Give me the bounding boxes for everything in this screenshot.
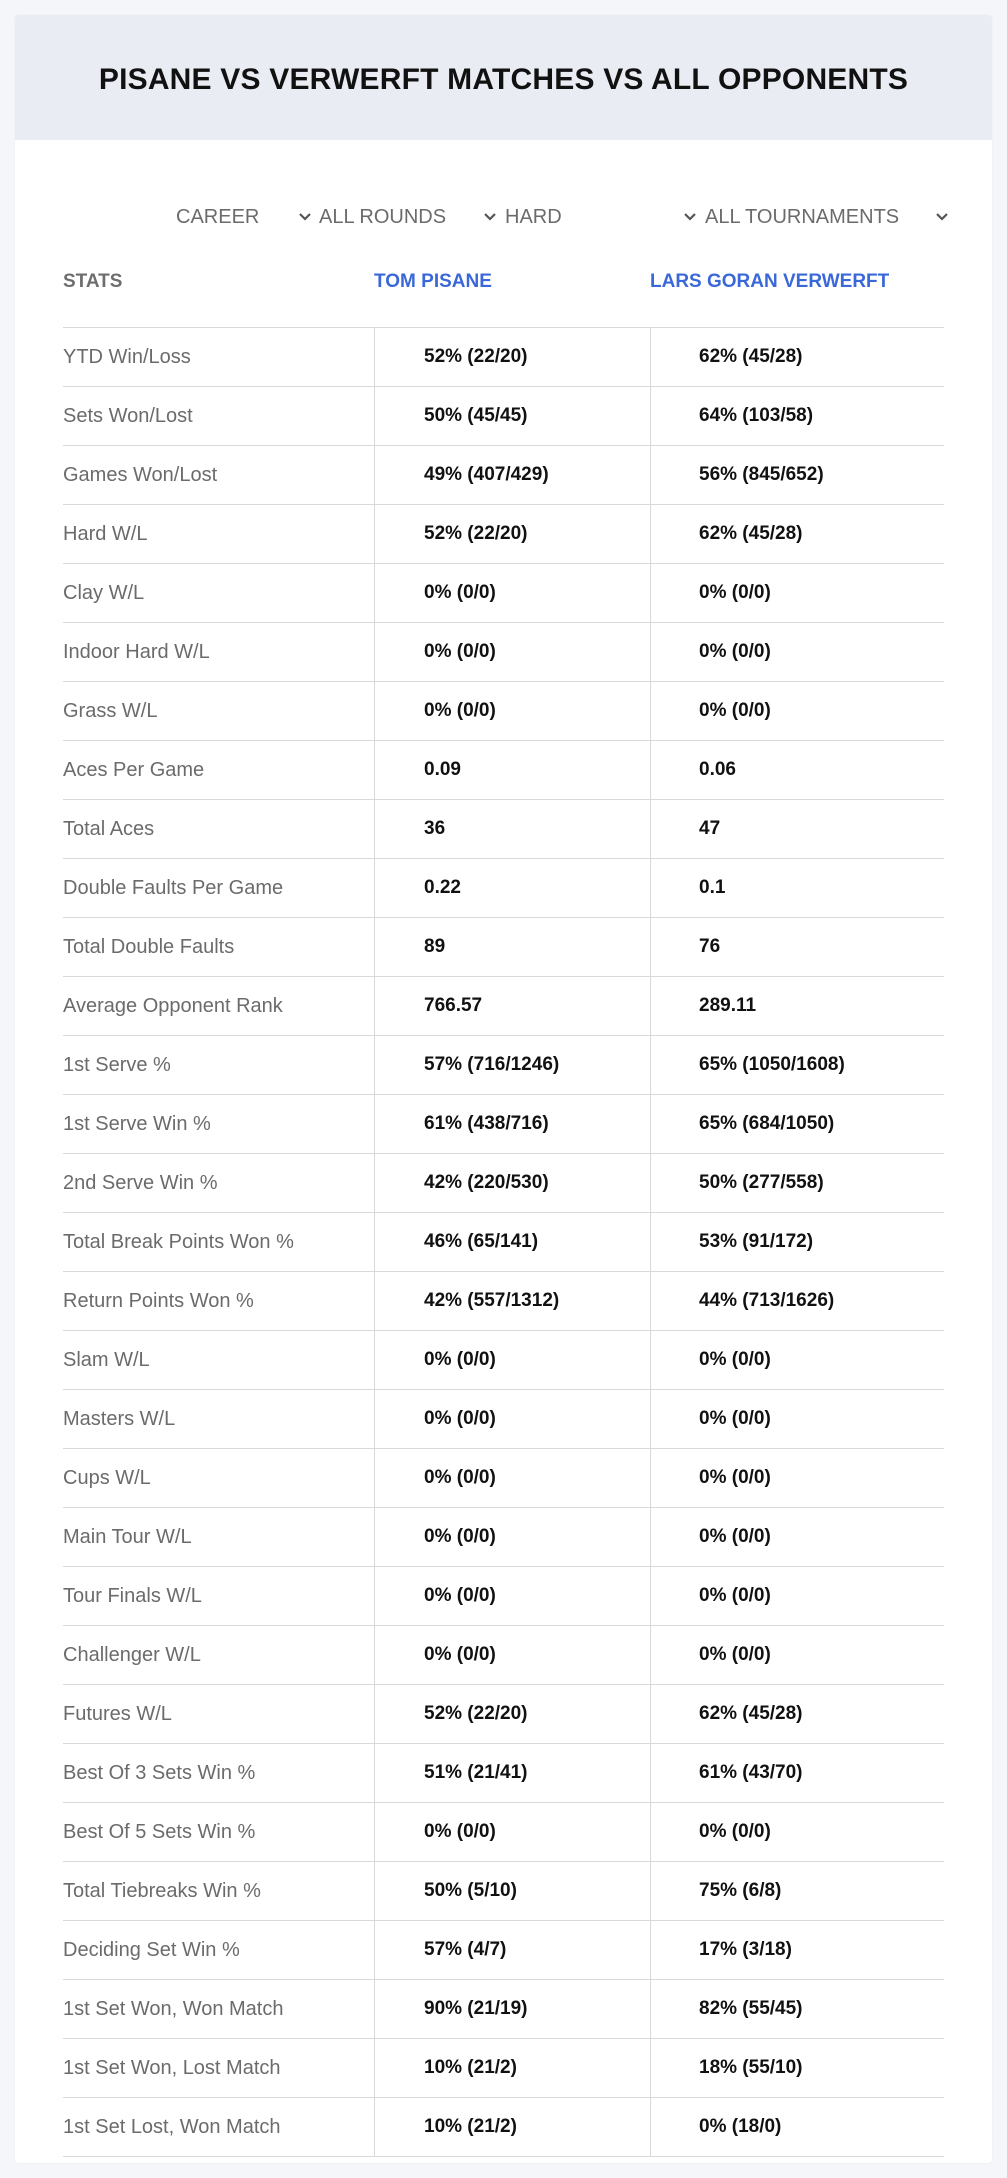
stat-label: Return Points Won %: [63, 1289, 254, 1312]
player2-link[interactable]: LARS GORAN VERWERFT: [650, 271, 890, 292]
stat-label: Slam W/L: [63, 1348, 150, 1371]
player2-value: 0% (0/0): [650, 564, 944, 622]
player1-value: 0% (0/0): [374, 1626, 636, 1684]
stat-label: Deciding Set Win %: [63, 1938, 240, 1961]
table-header: [63, 253, 944, 328]
table-row: [63, 918, 944, 977]
table-row: [63, 387, 944, 446]
chevron-down-icon: [931, 206, 953, 228]
table-row: [63, 1980, 944, 2039]
player2-value: 17% (3/18): [650, 1921, 944, 1979]
player1-value: 0% (0/0): [374, 1567, 636, 1625]
stat-label: Best Of 5 Sets Win %: [63, 1820, 256, 1843]
table-row: [63, 741, 944, 800]
chevron-down-icon: [679, 206, 701, 228]
filter-bar: [15, 188, 992, 248]
stat-label: 1st Set Won, Lost Match: [63, 2056, 281, 2079]
table-row: [63, 1626, 944, 1685]
player2-value: 0.1: [650, 859, 944, 917]
player1-value: 0% (0/0): [374, 1390, 636, 1448]
stat-label: Grass W/L: [63, 699, 158, 722]
table-row: [63, 1449, 944, 1508]
rounds-filter-select[interactable]: [319, 202, 501, 232]
player1-value: 10% (21/2): [374, 2098, 636, 2156]
player2-value: 44% (713/1626): [650, 1272, 944, 1330]
stat-label: Masters W/L: [63, 1407, 176, 1430]
stat-label: YTD Win/Loss: [63, 345, 191, 368]
table-row: [63, 859, 944, 918]
player1-value: 0.09: [374, 741, 636, 799]
player1-value: 57% (4/7): [374, 1921, 636, 1979]
stat-label: Clay W/L: [63, 581, 145, 604]
player2-value: 62% (45/28): [650, 505, 944, 563]
player2-value: 289.11: [650, 977, 944, 1035]
player2-value: 65% (1050/1608): [650, 1036, 944, 1094]
stat-label: Indoor Hard W/L: [63, 640, 210, 663]
table-row: [63, 800, 944, 859]
stat-label: 2nd Serve Win %: [63, 1171, 218, 1194]
filter-label: ALL TOURNAMENTS: [705, 205, 900, 228]
stat-label: Best Of 3 Sets Win %: [63, 1761, 256, 1784]
table-row: [63, 1154, 944, 1213]
table-row: [63, 1921, 944, 1980]
filter-label: ALL ROUNDS: [319, 205, 447, 228]
table-row: [63, 1390, 944, 1449]
stat-label: 1st Set Lost, Won Match: [63, 2115, 281, 2138]
table-row: [63, 1567, 944, 1626]
stat-label: Hard W/L: [63, 522, 148, 545]
player2-value: 56% (845/652): [650, 446, 944, 504]
chevron-down-icon: [479, 206, 501, 228]
player2-value: 64% (103/58): [650, 387, 944, 445]
table-row: [63, 564, 944, 623]
stat-label: Average Opponent Rank: [63, 994, 283, 1017]
player1-link[interactable]: TOM PISANE: [374, 271, 492, 292]
player2-value: 0% (0/0): [650, 1508, 944, 1566]
player2-value: 65% (684/1050): [650, 1095, 944, 1153]
player2-value: 62% (45/28): [650, 328, 944, 386]
player2-value: 0% (18/0): [650, 2098, 944, 2156]
stats-card: [15, 15, 992, 2163]
stat-label: Tour Finals W/L: [63, 1584, 202, 1607]
player1-value: 10% (21/2): [374, 2039, 636, 2097]
player2-value: 50% (277/558): [650, 1154, 944, 1212]
player2-value: 18% (55/10): [650, 2039, 944, 2097]
player1-value: 0% (0/0): [374, 682, 636, 740]
tournaments-filter-select[interactable]: [705, 202, 953, 232]
player1-value: 50% (5/10): [374, 1862, 636, 1920]
player1-value: 49% (407/429): [374, 446, 636, 504]
table-row: [63, 1331, 944, 1390]
stat-label: Challenger W/L: [63, 1643, 201, 1666]
player2-value: 0% (0/0): [650, 682, 944, 740]
page-title: PISANE VS VERWERFT MATCHES VS ALL OPPONENTS: [98, 62, 909, 96]
table-row: [63, 682, 944, 741]
stat-label: Aces Per Game: [63, 758, 205, 781]
player1-value: 0% (0/0): [374, 1331, 636, 1389]
player1-value: 0% (0/0): [374, 1508, 636, 1566]
table-row: [63, 1036, 944, 1095]
player2-value: 0% (0/0): [650, 1331, 944, 1389]
stat-label: Futures W/L: [63, 1702, 172, 1725]
table-row: [63, 977, 944, 1036]
table-row: [63, 2098, 944, 2157]
player2-value: 82% (55/45): [650, 1980, 944, 2038]
player1-value: 90% (21/19): [374, 1980, 636, 2038]
stat-label: Games Won/Lost: [63, 463, 218, 486]
player1-value: 61% (438/716): [374, 1095, 636, 1153]
player2-value: 0% (0/0): [650, 1390, 944, 1448]
player1-value: 46% (65/141): [374, 1213, 636, 1271]
stat-label: Cups W/L: [63, 1466, 151, 1489]
player2-value: 0% (0/0): [650, 1449, 944, 1507]
table-row: [63, 1508, 944, 1567]
career-filter-select[interactable]: [176, 202, 316, 232]
player2-value: 0% (0/0): [650, 1626, 944, 1684]
player1-value: 0.22: [374, 859, 636, 917]
player1-value: 50% (45/45): [374, 387, 636, 445]
player2-value: 61% (43/70): [650, 1744, 944, 1802]
player1-value: 0% (0/0): [374, 564, 636, 622]
chevron-down-icon: [294, 206, 316, 228]
player1-value: 766.57: [374, 977, 636, 1035]
player2-value: 62% (45/28): [650, 1685, 944, 1743]
table-row: [63, 1685, 944, 1744]
player2-value: 47: [650, 800, 944, 858]
stat-label: Total Double Faults: [63, 935, 235, 958]
player2-value: 0% (0/0): [650, 623, 944, 681]
player2-value: 0.06: [650, 741, 944, 799]
player1-value: 0% (0/0): [374, 1449, 636, 1507]
player1-value: 0% (0/0): [374, 623, 636, 681]
table-row: [63, 2039, 944, 2098]
player2-value: 75% (6/8): [650, 1862, 944, 1920]
stat-label: Double Faults Per Game: [63, 876, 284, 899]
player2-value: 0% (0/0): [650, 1803, 944, 1861]
table-row: [63, 623, 944, 682]
player1-value: 42% (557/1312): [374, 1272, 636, 1330]
stats-table: [63, 253, 944, 2157]
player2-value: 76: [650, 918, 944, 976]
stat-label: 1st Serve %: [63, 1053, 171, 1076]
table-row: [63, 328, 944, 387]
table-row: [63, 1862, 944, 1921]
stat-label: 1st Serve Win %: [63, 1112, 211, 1135]
table-body: [63, 328, 944, 2157]
stat-label: Sets Won/Lost: [63, 404, 193, 427]
player2-value: 53% (91/172): [650, 1213, 944, 1271]
player1-value: 52% (22/20): [374, 505, 636, 563]
stats-column-header: STATS: [63, 271, 123, 292]
player1-value: 52% (22/20): [374, 1685, 636, 1743]
player1-value: 51% (21/41): [374, 1744, 636, 1802]
table-row: [63, 1272, 944, 1331]
page-header: [15, 15, 992, 140]
table-row: [63, 505, 944, 564]
stat-label: 1st Set Won, Won Match: [63, 1997, 284, 2020]
filter-label: CAREER: [176, 205, 260, 228]
table-row: [63, 1744, 944, 1803]
player1-value: 52% (22/20): [374, 328, 636, 386]
stat-label: Main Tour W/L: [63, 1525, 192, 1548]
stat-label: Total Aces: [63, 817, 155, 840]
player1-value: 36: [374, 800, 636, 858]
stat-label: Total Tiebreaks Win %: [63, 1879, 261, 1902]
filter-label: HARD: [505, 205, 562, 228]
player1-value: 42% (220/530): [374, 1154, 636, 1212]
table-row: [63, 1213, 944, 1272]
table-row: [63, 1803, 944, 1862]
stat-label: Total Break Points Won %: [63, 1230, 294, 1253]
player1-value: 0% (0/0): [374, 1803, 636, 1861]
player1-value: 57% (716/1246): [374, 1036, 636, 1094]
surface-filter-select[interactable]: [505, 202, 701, 232]
table-row: [63, 1095, 944, 1154]
player1-value: 89: [374, 918, 636, 976]
table-row: [63, 446, 944, 505]
player2-value: 0% (0/0): [650, 1567, 944, 1625]
